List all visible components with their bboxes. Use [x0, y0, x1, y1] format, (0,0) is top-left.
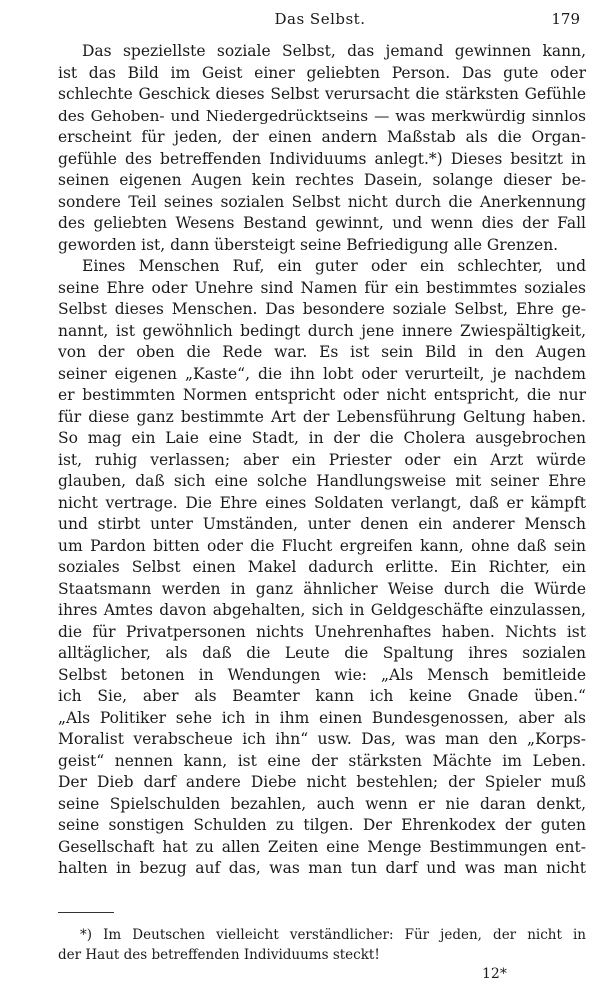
footnote-line: der Haut des betreffenden Individuums steckt!: [58, 947, 380, 963]
text-line: nicht vertrage. Die Ehre eines Soldaten verlangt, daß er kämpft: [58, 493, 586, 512]
text-line: seiner eigenen „Kaste“, die ihn lobt oder verurteilt, je nachdem: [58, 364, 586, 383]
text-line: halten in bezug auf das, was man tun darf und was man nicht: [58, 859, 586, 877]
text-line: für diese ganz bestimmte Art der Lebensführung Geltung haben.: [58, 407, 586, 426]
text-line: Selbst dieses Menschen. Das besondere soziale Selbst, Ehre ge-: [58, 300, 586, 318]
text-line: seine Ehre oder Unehre sind Namen für ein bestimmtes soziales: [58, 278, 586, 297]
text-line: schlechte Geschick dieses Selbst verursacht die stärksten Gefühle: [58, 85, 586, 103]
footnote-divider: [58, 912, 114, 913]
text-line: ist das Bild im Geist einer geliebten Person. Das gute oder: [58, 63, 586, 82]
text-line: Gesellschaft hat zu allen Zeiten eine Menge Bestimmungen ent-: [58, 837, 586, 856]
footnote: [58, 925, 586, 965]
text-line: „Als Politiker sehe ich in ihm einen Bundesgenossen, aber als: [58, 708, 586, 727]
running-title: Das Selbst.: [274, 10, 366, 28]
body-text: [58, 41, 586, 880]
text-line: So mag ein Laie eine Stadt, in der die Cholera ausgebrochen: [58, 429, 586, 447]
footnote-line: *) Im Deutschen vielleicht verständlicher: Für jeden, der nicht in: [80, 927, 586, 943]
printer-signature: 12*: [482, 966, 507, 982]
text-line: alltäglicher, als daß die Leute die Spaltung ihres sozialen: [58, 644, 586, 662]
running-head: [60, 10, 580, 32]
text-line: und stirbt unter Umständen, unter denen ein anderer Mensch: [58, 515, 586, 533]
text-line: des Gehoben- und Niedergedrücktseins — was merkwürdig sinnlos: [58, 106, 586, 125]
text-line: Der Dieb darf andere Diebe nicht bestehlen; der Spieler muß: [58, 773, 586, 791]
text-line: geist“ nennen kann, ist eine der stärksten Mächte im Leben.: [58, 751, 586, 770]
text-line: um Pardon bitten oder die Flucht ergreifen kann, ohne daß sein: [58, 536, 586, 555]
text-line: seine sonstigen Schulden zu tilgen. Der Ehrenkodex der guten: [58, 816, 586, 834]
text-line: sondere Teil seines sozialen Selbst nicht durch die Anerkennung: [58, 192, 586, 211]
text-line: er bestimmten Normen entspricht oder nicht entspricht, die nur: [58, 386, 586, 404]
text-line: ich Sie, aber als Beamter kann ich keine Gnade üben.“: [58, 687, 586, 705]
text-line: ihres Amtes davon abgehalten, sich in Geldgeschäfte einzulassen,: [58, 601, 586, 619]
text-line: gefühle des betreffenden Individuums anlegt.*) Dieses besitzt in: [58, 149, 586, 168]
text-line: Das speziellste soziale Selbst, das jemand gewinnen kann,: [82, 42, 586, 60]
text-line: von der oben die Rede war. Es ist sein Bild in den Augen: [58, 343, 586, 361]
text-line: Selbst betonen in Wendungen wie: „Als Mensch bemitleide: [58, 665, 586, 684]
text-line: seinen eigenen Augen kein rechtes Dasein, solange dieser be-: [58, 171, 586, 189]
text-line: nannt, ist gewöhnlich bedingt durch jene innere Zwiespältigkeit,: [58, 321, 586, 340]
text-line: die für Privatpersonen nichts Unehrenhaftes haben. Nichts ist: [58, 622, 586, 641]
text-line: seine Spielschulden bezahlen, auch wenn er nie daran denkt,: [58, 794, 586, 813]
text-line: Eines Menschen Ruf, ein guter oder ein schlechter, und: [82, 257, 586, 275]
page-number: 179: [551, 10, 580, 28]
text-line: erscheint für jeden, der einen andern Maßstab als die Organ-: [58, 128, 586, 146]
text-line: geworden ist, dann übersteigt seine Befriedigung alle Grenzen.: [58, 235, 559, 254]
text-line: des geliebten Wesens Bestand gewinnt, und wenn dies der Fall: [58, 214, 586, 232]
text-line: soziales Selbst einen Makel dadurch erlitte. Ein Richter, ein: [58, 558, 586, 576]
text-line: Moralist verabscheue ich ihn“ usw. Das, was man den „Korps-: [58, 730, 586, 748]
text-line: glauben, daß sich eine solche Handlungsweise mit seiner Ehre: [58, 472, 586, 490]
text-line: ist, ruhig verlassen; aber ein Priester oder ein Arzt würde: [58, 450, 586, 469]
text-line: Staatsmann werden in ganz ähnlicher Weise durch die Würde: [58, 579, 586, 598]
